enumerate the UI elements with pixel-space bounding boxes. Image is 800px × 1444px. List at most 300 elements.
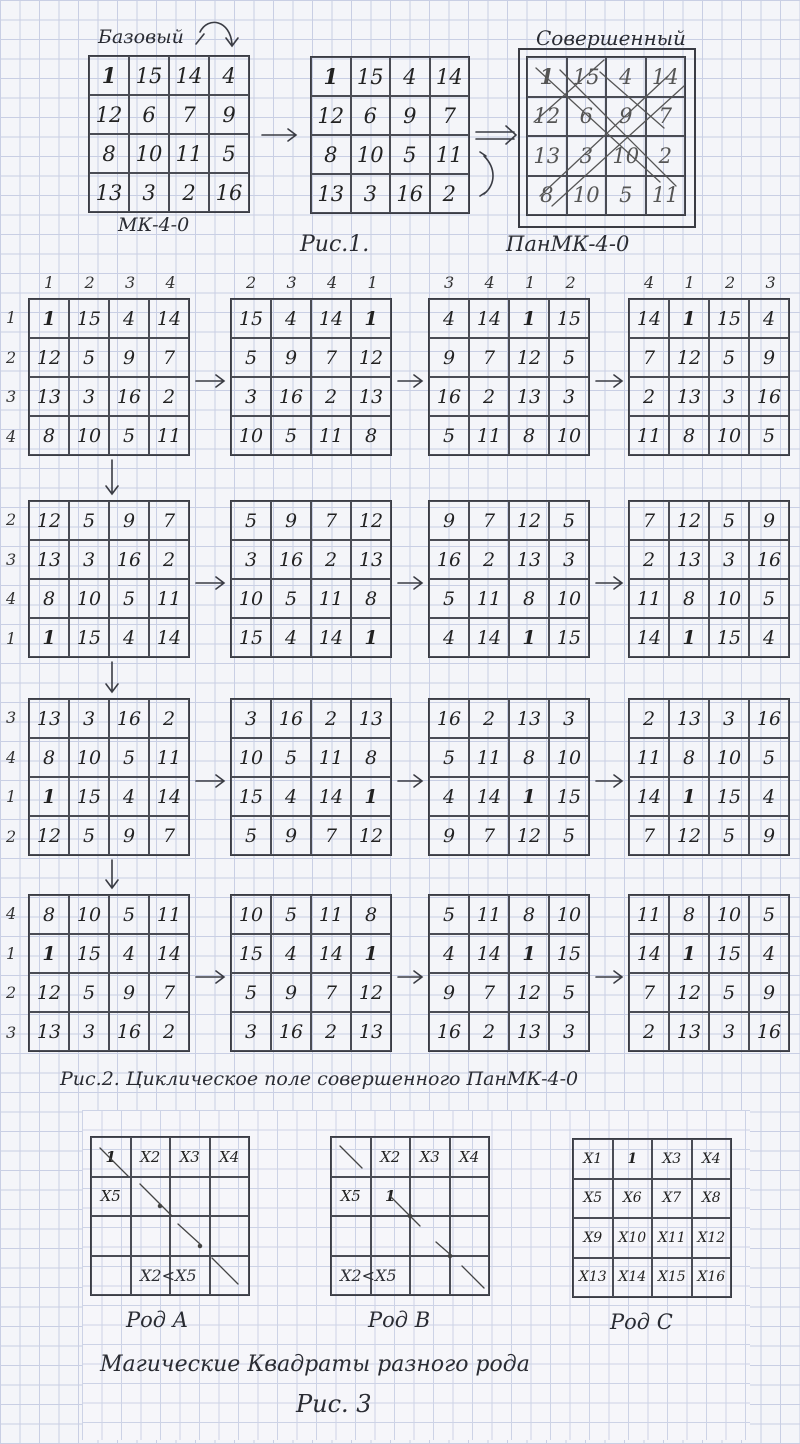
square-cell: 14 <box>629 777 669 816</box>
square-cell: X15 <box>652 1258 692 1298</box>
square-cell: 3 <box>69 540 109 579</box>
square-cell: 15 <box>69 777 109 816</box>
square-cell: 14 <box>469 618 509 657</box>
square-cell: 12 <box>29 501 69 540</box>
square-cell: 4 <box>429 618 469 657</box>
square-cell: 9 <box>109 338 149 377</box>
fig2-column-header-label: 1 <box>367 273 378 292</box>
square-cell: 2 <box>629 699 669 738</box>
square-cell: 1 <box>29 777 69 816</box>
square-cell: 5 <box>69 501 109 540</box>
fig2-arrow-right-icon <box>196 577 224 589</box>
square-cell: 16 <box>109 699 149 738</box>
square-cell: 2 <box>311 377 351 416</box>
square-cell: 16 <box>749 540 789 579</box>
fig1-swap-side-icon <box>480 152 493 196</box>
square-cell: 7 <box>629 816 669 855</box>
fig2-row-side-label: 1 <box>6 787 17 806</box>
square-cell: 16 <box>271 377 311 416</box>
square-cell: 11 <box>469 579 509 618</box>
square-cell: 10 <box>549 579 589 618</box>
square-cell: 1 <box>89 56 129 95</box>
square-cell: 2 <box>311 540 351 579</box>
fig3-caption-fig: Рис. 3 <box>296 1390 372 1418</box>
square-cell: 2 <box>430 174 470 213</box>
fig2-column-header-label: 3 <box>444 273 455 292</box>
square-cell: 9 <box>109 973 149 1012</box>
square-cell: 11 <box>629 895 669 934</box>
square-cell: 1 <box>509 618 549 657</box>
fig2-arrow-right-icon <box>398 577 422 589</box>
square-cell: 1 <box>669 299 709 338</box>
square-cell: 4 <box>749 777 789 816</box>
square-cell: 12 <box>29 816 69 855</box>
square-cell: 3 <box>231 377 271 416</box>
square-cell: 5 <box>549 338 589 377</box>
fig2-arrow-right-icon <box>196 775 224 787</box>
square-cell: 4 <box>109 777 149 816</box>
square-cell: 7 <box>629 338 669 377</box>
square-cell: 12 <box>311 96 351 135</box>
square-cell: X16 <box>692 1258 732 1298</box>
square-cell: 9 <box>209 95 249 134</box>
square-cell: 9 <box>429 816 469 855</box>
fig2-arrow-right-icon <box>596 971 622 983</box>
square-cell: 1 <box>509 777 549 816</box>
square-cell: 2 <box>469 377 509 416</box>
square-cell: 12 <box>509 338 549 377</box>
square-cell: 7 <box>149 501 189 540</box>
square-cell: 12 <box>29 973 69 1012</box>
square-cell: 5 <box>69 973 109 1012</box>
square-cell: 11 <box>169 134 209 173</box>
square-cell: 7 <box>629 973 669 1012</box>
square-cell: 7 <box>469 973 509 1012</box>
square-cell: 7 <box>469 816 509 855</box>
square-cell: 11 <box>469 416 509 455</box>
square-cell: 4 <box>749 934 789 973</box>
square-cell: 8 <box>29 895 69 934</box>
square-cell: 11 <box>311 895 351 934</box>
square-cell: 6 <box>129 95 169 134</box>
square-cell: 11 <box>469 738 509 777</box>
fig2-row-side-label: 3 <box>6 549 17 569</box>
square-cell: 16 <box>271 540 311 579</box>
square-cell: 12 <box>509 501 549 540</box>
fig2-arrow-right-icon <box>596 375 622 387</box>
square-cell: X4 <box>210 1137 250 1177</box>
fig2-arrow-right-icon <box>596 775 622 787</box>
square-cell: 10 <box>709 895 749 934</box>
square-cell: 8 <box>89 134 129 173</box>
square-cell: X11 <box>652 1218 692 1258</box>
square-cell: 3 <box>549 699 589 738</box>
square-cell: 15 <box>549 618 589 657</box>
square-cell: 5 <box>69 338 109 377</box>
square-cell: 3 <box>231 540 271 579</box>
fig2-arrow-right-icon <box>196 375 224 387</box>
square-cell: 2 <box>629 1012 669 1051</box>
square-cell: X5 <box>331 1177 371 1217</box>
square-cell: 12 <box>669 338 709 377</box>
fig2-row-side-label: 2 <box>6 347 17 367</box>
fig2-arrow-right-icon <box>398 971 422 983</box>
square-cell: 4 <box>109 299 149 338</box>
square-cell: 4 <box>749 299 789 338</box>
square-cell: 1 <box>29 934 69 973</box>
square-cell: 14 <box>149 299 189 338</box>
square-cell: 16 <box>749 699 789 738</box>
square-cell: 3 <box>549 377 589 416</box>
square-cell: 9 <box>271 973 311 1012</box>
square-cell: 14 <box>469 777 509 816</box>
fig1-label-basic: Базовый <box>98 26 184 48</box>
square-cell: 12 <box>669 816 709 855</box>
square-cell: 4 <box>749 618 789 657</box>
square-cell: 2 <box>169 173 209 212</box>
square-cell: 16 <box>209 173 249 212</box>
square-cell: 12 <box>669 501 709 540</box>
fig2-column-header-label: 2 <box>565 273 576 292</box>
square-cell: 5 <box>271 579 311 618</box>
square-cell: 5 <box>109 579 149 618</box>
square-cell: 14 <box>311 934 351 973</box>
square-cell: 13 <box>351 699 391 738</box>
square-cell: X2 <box>131 1137 171 1177</box>
square-cell: 12 <box>351 501 391 540</box>
square-cell: 8 <box>29 579 69 618</box>
fig2-caption: Рис.2. Циклическое поле совершенного ПанМК-4-0 <box>60 1068 579 1090</box>
square-cell: 11 <box>629 738 669 777</box>
square-cell: 5 <box>69 816 109 855</box>
square-cell: 8 <box>509 895 549 934</box>
square-cell: 2 <box>469 1012 509 1051</box>
square-cell: 7 <box>311 816 351 855</box>
square-cell: 8 <box>351 579 391 618</box>
square-cell: 1 <box>371 1177 411 1217</box>
square-cell: 13 <box>29 377 69 416</box>
square-cell: 11 <box>469 895 509 934</box>
fig2-row-side-label: 2 <box>6 826 17 846</box>
square-cell: 13 <box>351 540 391 579</box>
square-cell: 11 <box>311 579 351 618</box>
square-cell: 5 <box>709 501 749 540</box>
fig2-arrow-down-icon <box>106 860 118 888</box>
square-cell: 10 <box>69 738 109 777</box>
square-cell: 5 <box>109 895 149 934</box>
square-cell: 7 <box>646 97 686 137</box>
square-cell: 8 <box>669 416 709 455</box>
square-cell: 7 <box>311 973 351 1012</box>
fig2-column-header-label: 2 <box>84 273 95 292</box>
fig1-swap-arrow-icon <box>196 22 238 46</box>
square-cell: 12 <box>509 973 549 1012</box>
square-cell: 12 <box>351 973 391 1012</box>
square-cell: 11 <box>646 176 686 216</box>
square-cell: 2 <box>311 1012 351 1051</box>
square-cell: 11 <box>311 416 351 455</box>
fig2-row-side-label: 3 <box>6 387 17 406</box>
square-cell: 13 <box>29 540 69 579</box>
square-cell: 8 <box>351 895 391 934</box>
square-cell: 4 <box>209 56 249 95</box>
square-cell: 5 <box>390 135 430 174</box>
square-cell: 5 <box>429 738 469 777</box>
square-cell: 15 <box>69 934 109 973</box>
fig1-label-panmk: ПанМК-4-0 <box>506 232 630 256</box>
square-cell: 5 <box>549 973 589 1012</box>
square-cell: 15 <box>549 299 589 338</box>
square-cell: 3 <box>129 173 169 212</box>
square-cell: 1 <box>311 57 351 96</box>
fig2-column-header-label: 4 <box>484 273 495 292</box>
square-cell: 8 <box>509 416 549 455</box>
square-cell: 9 <box>109 816 149 855</box>
square-cell: X14 <box>613 1258 653 1298</box>
square-cell: 14 <box>629 299 669 338</box>
square-cell: 12 <box>29 338 69 377</box>
square-cell: 15 <box>549 777 589 816</box>
square-cell: 15 <box>69 618 109 657</box>
fig3-rod-c-label: Род C <box>610 1310 673 1334</box>
square-cell: 5 <box>209 134 249 173</box>
square-cell: 14 <box>469 299 509 338</box>
square-cell: 14 <box>149 934 189 973</box>
square-cell: 9 <box>271 501 311 540</box>
square-cell: 10 <box>231 579 271 618</box>
square-cell: 1 <box>509 299 549 338</box>
fig2-row-side-label: 1 <box>6 943 17 963</box>
square-cell: 10 <box>709 416 749 455</box>
square-cell: 3 <box>709 699 749 738</box>
square-cell: 3 <box>351 174 391 213</box>
square-cell: 1 <box>669 618 709 657</box>
square-cell: 14 <box>430 57 470 96</box>
square-cell: 9 <box>109 501 149 540</box>
square-cell: 15 <box>231 934 271 973</box>
square-cell: X12 <box>692 1218 732 1258</box>
square-cell: 16 <box>271 1012 311 1051</box>
square-cell: 15 <box>351 57 391 96</box>
square-cell: 14 <box>629 618 669 657</box>
square-cell: 12 <box>89 95 129 134</box>
square-cell: 5 <box>749 738 789 777</box>
square-cell: 14 <box>311 777 351 816</box>
square-cell: 8 <box>311 135 351 174</box>
square-cell: 11 <box>149 738 189 777</box>
square-cell: 9 <box>429 501 469 540</box>
square-cell: 9 <box>429 973 469 1012</box>
square-cell: 15 <box>129 56 169 95</box>
fig2-row-side-label: 3 <box>6 708 17 727</box>
square-cell: 3 <box>231 699 271 738</box>
square-cell: 11 <box>149 416 189 455</box>
square-cell: 2 <box>311 699 351 738</box>
square-cell: 11 <box>629 416 669 455</box>
fig2-arrow-right-icon <box>398 775 422 787</box>
square-cell: 8 <box>509 738 549 777</box>
square-cell: X2 <box>371 1137 411 1177</box>
square-cell: 11 <box>629 579 669 618</box>
square-cell: 5 <box>709 973 749 1012</box>
square-cell: 5 <box>231 816 271 855</box>
square-cell: 5 <box>271 416 311 455</box>
square-cell: 14 <box>149 618 189 657</box>
square-cell: 10 <box>549 416 589 455</box>
square-cell: 4 <box>429 934 469 973</box>
square-cell: 16 <box>109 1012 149 1051</box>
square-cell: 3 <box>231 1012 271 1051</box>
square-cell: 1 <box>351 777 391 816</box>
square-cell: 8 <box>527 176 567 216</box>
square-cell: 9 <box>749 338 789 377</box>
square-cell: 10 <box>231 895 271 934</box>
square-cell: 2 <box>149 1012 189 1051</box>
square-cell: 14 <box>149 777 189 816</box>
square-cell: 9 <box>749 816 789 855</box>
square-cell: X10 <box>613 1218 653 1258</box>
square-cell: 2 <box>149 699 189 738</box>
square-cell: 15 <box>231 777 271 816</box>
square-cell: 8 <box>669 895 709 934</box>
square-cell: 9 <box>271 816 311 855</box>
square-cell: 16 <box>390 174 430 213</box>
fig2-row-side-label: 1 <box>6 308 17 327</box>
square-cell: 15 <box>709 934 749 973</box>
square-cell: 4 <box>390 57 430 96</box>
fig2-row-side-label: 2 <box>6 510 17 529</box>
square-cell: 1 <box>29 618 69 657</box>
square-cell: 5 <box>429 579 469 618</box>
square-cell: 3 <box>549 540 589 579</box>
square-cell: 10 <box>709 579 749 618</box>
square-cell: 4 <box>271 618 311 657</box>
square-cell: 2 <box>629 540 669 579</box>
square-cell: 16 <box>429 377 469 416</box>
fig1-caption: Рис.1. <box>300 232 370 257</box>
square-cell: X8 <box>692 1179 732 1219</box>
square-cell: 12 <box>527 97 567 137</box>
square-cell: 3 <box>69 377 109 416</box>
square-cell: 15 <box>231 618 271 657</box>
square-cell: 10 <box>129 134 169 173</box>
square-cell: 6 <box>567 97 607 137</box>
square-cell: 2 <box>646 136 686 176</box>
square-cell: 3 <box>709 1012 749 1051</box>
fig2-column-header-label: 3 <box>125 273 136 292</box>
fig1-arrow-1-icon <box>262 129 296 141</box>
square-cell: 3 <box>567 136 607 176</box>
square-cell: 7 <box>469 338 509 377</box>
square-cell: 13 <box>29 699 69 738</box>
square-cell: 5 <box>231 501 271 540</box>
square-cell: 3 <box>709 540 749 579</box>
square-cell: 16 <box>749 1012 789 1051</box>
fig2-row-side-label: 4 <box>6 904 17 923</box>
square-cell: 8 <box>351 738 391 777</box>
square-cell: 10 <box>351 135 391 174</box>
square-cell: 5 <box>429 416 469 455</box>
square-cell: 5 <box>709 816 749 855</box>
square-cell: 4 <box>271 934 311 973</box>
square-cell: 13 <box>29 1012 69 1051</box>
square-cell: 9 <box>429 338 469 377</box>
square-cell: 2 <box>149 377 189 416</box>
fig2-row-side-label: 4 <box>6 426 17 446</box>
square-cell: 5 <box>109 738 149 777</box>
square-cell: 12 <box>669 973 709 1012</box>
square-cell: 13 <box>509 377 549 416</box>
fig2-arrow-down-icon <box>106 460 118 494</box>
square-cell: 13 <box>351 1012 391 1051</box>
square-cell: 3 <box>709 377 749 416</box>
square-cell: 14 <box>311 618 351 657</box>
square-cell: 5 <box>271 895 311 934</box>
square-cell: 9 <box>390 96 430 135</box>
square-cell: X7 <box>652 1179 692 1219</box>
fig2-column-header-label: 1 <box>44 273 55 292</box>
square-cell: X9 <box>573 1218 613 1258</box>
fig2-row-side-label: 2 <box>6 983 17 1002</box>
square-cell: 10 <box>231 738 271 777</box>
square-cell: 16 <box>429 699 469 738</box>
square-cell: 16 <box>109 377 149 416</box>
square-cell: 3 <box>549 1012 589 1051</box>
square-cell: 4 <box>429 777 469 816</box>
square-cell: 3 <box>69 1012 109 1051</box>
square-cell: 13 <box>89 173 129 212</box>
square-cell: 5 <box>429 895 469 934</box>
square-cell: 12 <box>351 816 391 855</box>
square-cell: X6 <box>613 1179 653 1219</box>
square-cell: 15 <box>231 299 271 338</box>
square-cell: 15 <box>709 618 749 657</box>
fig2-column-header-label: 4 <box>165 273 176 292</box>
square-cell: 10 <box>69 579 109 618</box>
fig3-rod-b-label: Род B <box>368 1308 431 1332</box>
square-cell: 7 <box>311 338 351 377</box>
square-cell: 13 <box>509 540 549 579</box>
fig3-inequality-label: X2<X5 <box>140 1266 197 1285</box>
square-cell: 5 <box>749 895 789 934</box>
square-cell: 14 <box>646 57 686 97</box>
square-cell: 5 <box>749 416 789 455</box>
fig3-rod-a-label: Род A <box>126 1308 188 1332</box>
square-cell: 6 <box>351 96 391 135</box>
square-cell: 16 <box>429 1012 469 1051</box>
square-cell: 13 <box>669 540 709 579</box>
square-cell: 4 <box>606 57 646 97</box>
square-cell: 9 <box>749 973 789 1012</box>
fig2-column-header-label: 2 <box>725 273 736 292</box>
fig2-arrow-down-icon <box>106 662 118 692</box>
square-cell: 13 <box>669 377 709 416</box>
square-cell: 5 <box>709 338 749 377</box>
square-cell: 7 <box>149 816 189 855</box>
square-cell: 15 <box>69 299 109 338</box>
square-cell: 5 <box>549 501 589 540</box>
fig2-column-header-label: 1 <box>684 273 695 292</box>
square-cell: 8 <box>669 579 709 618</box>
square-cell: X3 <box>170 1137 210 1177</box>
square-cell: 7 <box>469 501 509 540</box>
fig2-row-side-label: 3 <box>6 1022 17 1042</box>
square-cell: 11 <box>149 895 189 934</box>
square-cell: 10 <box>69 895 109 934</box>
fig2-arrow-right-icon <box>596 577 622 589</box>
square-cell: X3 <box>652 1139 692 1179</box>
square-cell: 12 <box>509 816 549 855</box>
